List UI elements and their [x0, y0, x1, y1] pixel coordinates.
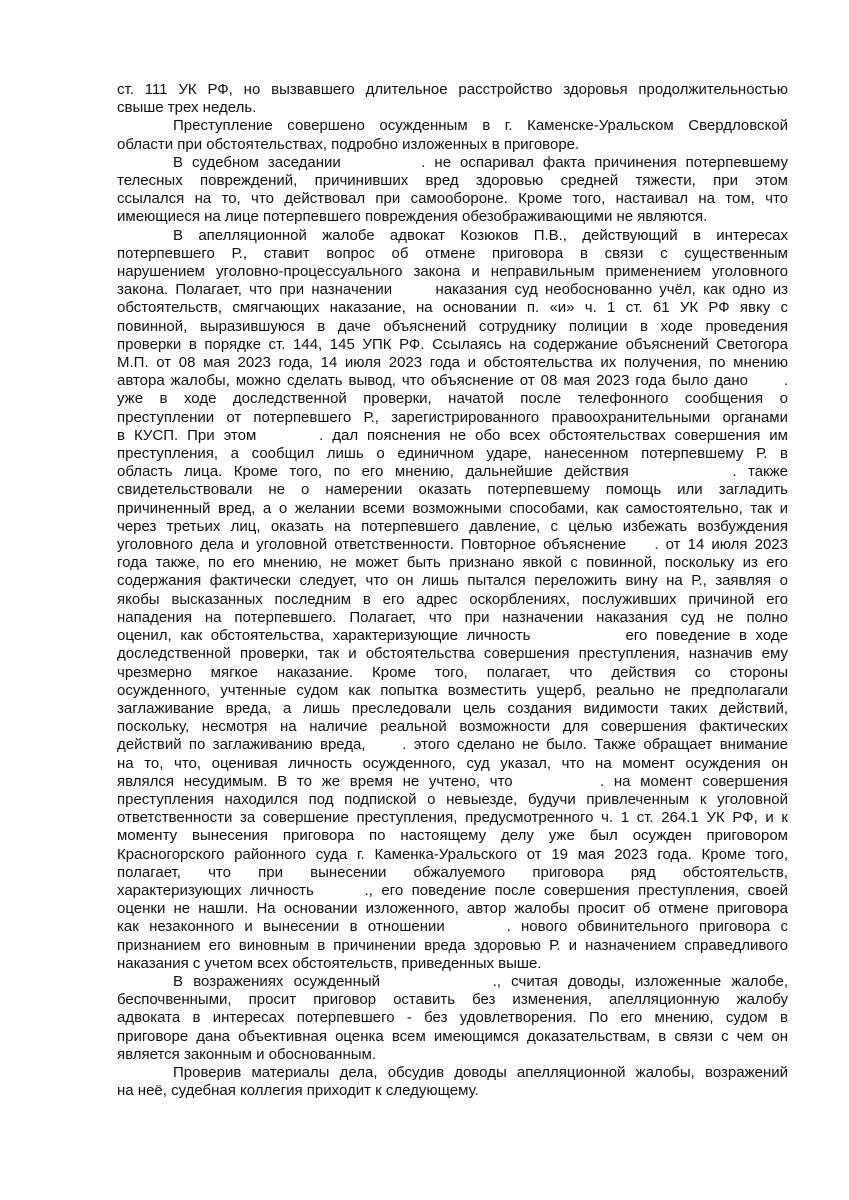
- text-line: ст. 111 УК РФ, но вызвавшего длительное расстройство здоровья продолжительностью: [117, 81, 788, 98]
- text-line: моменту вынесения приговора по настоящему делу уже был осужден приговором: [117, 827, 788, 845]
- text-line: действий по заглаживанию вреда, . этого сделано не было. Также обращает внимание: [117, 736, 788, 754]
- text-line: В судебном заседании . не оспаривал факта причинения потерпевшему: [173, 153, 788, 171]
- text-line: свидетельствовали не о намерении оказать потерпевшему помощь или загладить: [117, 481, 788, 499]
- text-line: адвоката в интересах потерпевшего - без удовлетворения. По его мнению, судом в: [117, 1009, 788, 1027]
- text-line: потерпевшего Р., ставит вопрос об отмене приговора в связи с существенным: [117, 244, 788, 262]
- text-line: признанием его виновным в причинении вреда здоровью Р. и назначением справедливого: [117, 936, 788, 954]
- text-line: оценки не нашли. На основании изложенного, автор жалобы просит об отмене приговора: [117, 900, 788, 918]
- paragraph: [117, 81, 788, 117]
- text-line: приговоре дана объективная оценка всем имеющимся доказательствам, в связи с чем он: [117, 1027, 788, 1045]
- text-line: повинной, выразившуюся в даче объяснений сотруднику полиции в ходе проведения: [117, 317, 788, 335]
- text-line: уже в ходе доследственной проверки, начатой после телефонного сообщения о: [117, 390, 788, 408]
- text-line: телесных повреждений, причинивших вред здоровью средней тяжести, при этом: [117, 172, 788, 190]
- text-line: осужденного, учтенные судом как попытка возместить ущерб, реально не предполагали: [117, 681, 788, 699]
- text-line: Преступление совершено осужденным в г. Каменске-Уральском Свердловской: [173, 117, 788, 135]
- text-line: Красногорского районного суда г. Каменка-Уральского от 19 мая 2023 года. Кроме того,: [117, 845, 788, 863]
- text-line: наказания с учетом всех обстоятельств, приведенных выше.: [117, 954, 542, 972]
- text-line: закона. Полагает, что при назначении наказания суд необоснованно учёл, как одно из: [117, 281, 788, 299]
- text-line: обстоятельств, смягчающих наказание, на основании п. «и» ч. 1 ст. 61 УК РФ явку с: [117, 299, 788, 317]
- text-line: заглаживание вреда, а лишь преследовали цель создания видимости таких действий,: [117, 699, 788, 717]
- paragraph: [117, 227, 788, 973]
- paragraph: [117, 1064, 788, 1100]
- text-line: преступления находился под подпиской о невыезде, будучи привлеченным к уголовной: [117, 790, 788, 808]
- text-line: ответственности за совершение преступления, предусмотренного ч. 1 ст. 264.1 УК РФ, и к: [117, 809, 788, 827]
- document-page: [117, 81, 788, 1100]
- text-line: область лица. Кроме того, по его мнению, дальнейшие действия . также: [117, 463, 788, 481]
- text-line: области при обстоятельствах, подробно изложенных в приговоре.: [117, 135, 580, 153]
- text-line: свыше трех недель.: [117, 99, 257, 117]
- text-line: ссылался на то, что действовал при самообороне. Кроме того, настаивал на том, что: [117, 190, 788, 208]
- text-line: как незаконного и вынесении в отношении . нового обвинительного приговора с: [117, 918, 788, 936]
- text-line: доследственной проверки, так и обстоятельства совершения преступления, назначив ему: [117, 645, 788, 663]
- text-line: нарушением уголовно-процессуального закона и неправильным применением уголовного: [117, 263, 788, 281]
- text-line: поскольку, несмотря на наличие реальной возможности для совершения фактических: [117, 718, 788, 736]
- text-line: имеющиеся на лице потерпевшего повреждения обезображивающими не являются.: [117, 208, 708, 226]
- text-line: на то, что, оценивая личность осужденного, суд указал, что на момент осуждения он: [117, 754, 788, 772]
- paragraph: [117, 117, 788, 153]
- text-line: М.П. от 08 мая 2023 года, 14 июля 2023 года и обстоятельства их получения, по мнению: [117, 354, 788, 372]
- text-line: якобы высказанных последним в его адрес оскорблениях, послуживших причиной его: [117, 590, 788, 608]
- text-line: беспочвенными, просит приговор оставить без изменения, апелляционную жалобу: [117, 991, 788, 1009]
- text-line: проверки в порядке ст. 144, 145 УПК РФ. Ссылаясь на содержание объяснений Светогора: [117, 335, 788, 353]
- text-line: года также, по его мнению, не может быть признано явкой с повинной, поскольку из его: [117, 554, 788, 572]
- text-line: преступлении от потерпевшего Р., зарегистрированного правоохранительными органами: [117, 408, 788, 426]
- text-line: являлся несудимым. В то же время не учтено, что . на момент совершения: [117, 772, 788, 790]
- text-line: нападения на потерпевшего. Полагает, что при назначении наказания суд не полно: [117, 608, 788, 626]
- text-line: содержания фактически следует, что он лишь пытался переложить вину на Р., заявляя о: [117, 572, 788, 590]
- text-line: причиненный вред, а о желании всеми возможными способами, как самостоятельно, так и: [117, 499, 788, 517]
- text-line: В апелляционной жалобе адвокат Козюков П.В., действующий в интересах: [173, 226, 788, 244]
- paragraph: [117, 154, 788, 227]
- text-line: характеризующих личность ., его поведение после совершения преступления, своей: [117, 881, 788, 899]
- paragraph: [117, 973, 788, 1064]
- text-line: оценил, как обстоятельства, характеризующие личность его поведение в ходе: [117, 627, 788, 645]
- text-line: автора жалобы, можно сделать вывод, что объяснение от 08 мая 2023 года было дано .: [117, 372, 788, 390]
- text-line: через третьих лиц, оказать на потерпевшего давление, с целью избежать возбуждения: [117, 517, 788, 535]
- text-line: на неё, судебная коллегия приходит к следующему.: [117, 1082, 479, 1100]
- text-line: преступления, а сообщил лишь о единичном ударе, нанесенном потерпевшему Р. в: [117, 445, 788, 463]
- text-line: в КУСП. При этом . дал пояснения не обо всех обстоятельствах совершения им: [117, 426, 788, 444]
- text-line: В возражениях осужденный ., считая доводы, изложенные жалобе,: [173, 972, 788, 990]
- text-line: полагает, что при вынесении обжалуемого приговора ряд обстоятельств,: [117, 863, 788, 881]
- text-line: чрезмерно мягкое наказание. Кроме того, полагает, что действия со стороны: [117, 663, 788, 681]
- text-line: Проверив материалы дела, обсудив доводы апелляционной жалобы, возражений: [173, 1063, 788, 1081]
- text-line: уголовного дела и уголовной ответственности. Повторное объяснение . от 14 июля 2023: [117, 536, 788, 554]
- text-line: является законным и обоснованным.: [117, 1045, 376, 1063]
